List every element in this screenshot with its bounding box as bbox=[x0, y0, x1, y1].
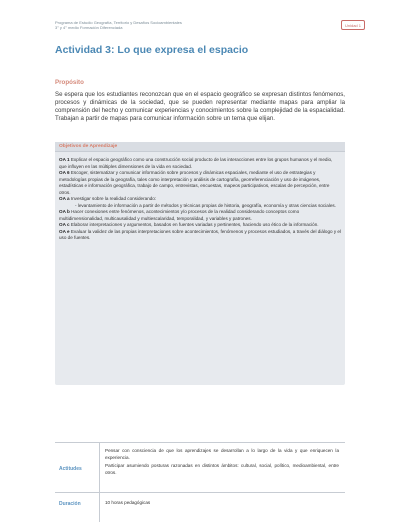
objective-text: Evaluar la validez de las propias interpretaciones sobre acontecimientos, fenómenos y procesos estudiados, a través del diálogo y el uso de fuentes. bbox=[59, 228, 342, 240]
objectives-header bbox=[55, 142, 345, 152]
program-line-1: Programa de Estudio Geografía, Territorio y Desafíos Socioambientales bbox=[55, 20, 182, 25]
duration-label: Duración bbox=[59, 501, 81, 507]
attitudes-row bbox=[55, 442, 345, 492]
objective-item bbox=[59, 157, 341, 170]
objective-text: Escoger, sistematizar y comunicar información sobre procesos y dinámicas espaciales, mediante el uso de estrategias y metodologías propias de la geografía, tales como interpretación y análisis de cartografía, georreferenciación y uso de imágenes, estadísticas e información geográfica, trabajo de campo, entrevistas, encuestas, mapeos participativos, escalas de percepción, entre otros. bbox=[59, 170, 330, 195]
objective-code: OA 1 bbox=[59, 157, 70, 162]
objectives-list bbox=[59, 157, 341, 242]
attitudes-label: Actitudes bbox=[59, 466, 82, 472]
objectives-card bbox=[55, 142, 345, 507]
program-title bbox=[55, 20, 235, 30]
objective-code: OA b bbox=[59, 209, 70, 214]
objective-text: Hacer conexiones entre fenómenos, acontecimientos y/o procesos de la realidad considerando conceptos como multidimensionalidad, multicausalidad y multiescalaridad, temporalidad, y variables y patrones. bbox=[59, 209, 300, 221]
duration-content: 10 horas pedagógicas bbox=[105, 500, 151, 505]
activity-title: Actividad 3: Lo que expresa el espacio bbox=[55, 44, 249, 56]
purpose-label: Propósito bbox=[55, 79, 84, 86]
objective-item bbox=[59, 170, 341, 196]
row-divider bbox=[99, 493, 100, 522]
attitudes-content bbox=[105, 448, 339, 478]
objective-code: OA e bbox=[59, 228, 70, 234]
objective-code: OA 6 bbox=[59, 170, 70, 175]
row-divider bbox=[99, 443, 100, 492]
objective-item bbox=[59, 209, 341, 222]
objective-text: Explicar el espacio geográfico como una construcción social producto de las interacciones entre los grupos humanos y el medio, que influyen en las múltiples dimensiones de la vida en sociedad. bbox=[59, 157, 333, 169]
attitude-text: Pensar con consciencia de que los aprendizajes se desarrollan a lo largo de la vida y que enriquecen la experiencia. bbox=[105, 448, 339, 460]
unit-badge: Unidad 1 bbox=[341, 20, 365, 30]
objective-code: OA a bbox=[59, 196, 70, 201]
objectives-header-label: Objetivos de Aprendizaje bbox=[59, 144, 118, 149]
purpose-text: Se espera que los estudiantes reconozcan que en el espacio geográfico se expresan distintos fenómenos, procesos y dinámicas de la sociedad, que se pueden representar mediante mapas para ampliar la comprensión del hecho y comunicar experiencias y conocimientos sobre la complejidad de la espacialidad. Trabajan a partir de mapas para comunicar información sobre un tema que elijan. bbox=[55, 91, 345, 123]
objective-item bbox=[59, 229, 341, 242]
objective-subpoint-text: - levantamiento de información a partir de métodos y técnicas propias de historia, geografía, economía y otras ciencias sociales. bbox=[75, 202, 336, 208]
objective-code: OA c bbox=[59, 222, 70, 227]
objective-text: Investigar sobre la realidad considerando: bbox=[69, 196, 157, 201]
program-line-2: 3° y 4° medio Formación Diferenciada bbox=[55, 25, 123, 30]
objective-text: Elaborar interpretaciones y argumentos, basados en fuentes variadas y pertinentes, haciendo uso ético de la información. bbox=[69, 222, 319, 227]
attitude-text: Participar asumiendo posturas razonadas en distintos ámbitos: cultural, social, político, medioambiental, entre otros. bbox=[105, 463, 339, 475]
document-header bbox=[55, 20, 365, 32]
duration-row bbox=[55, 492, 345, 522]
